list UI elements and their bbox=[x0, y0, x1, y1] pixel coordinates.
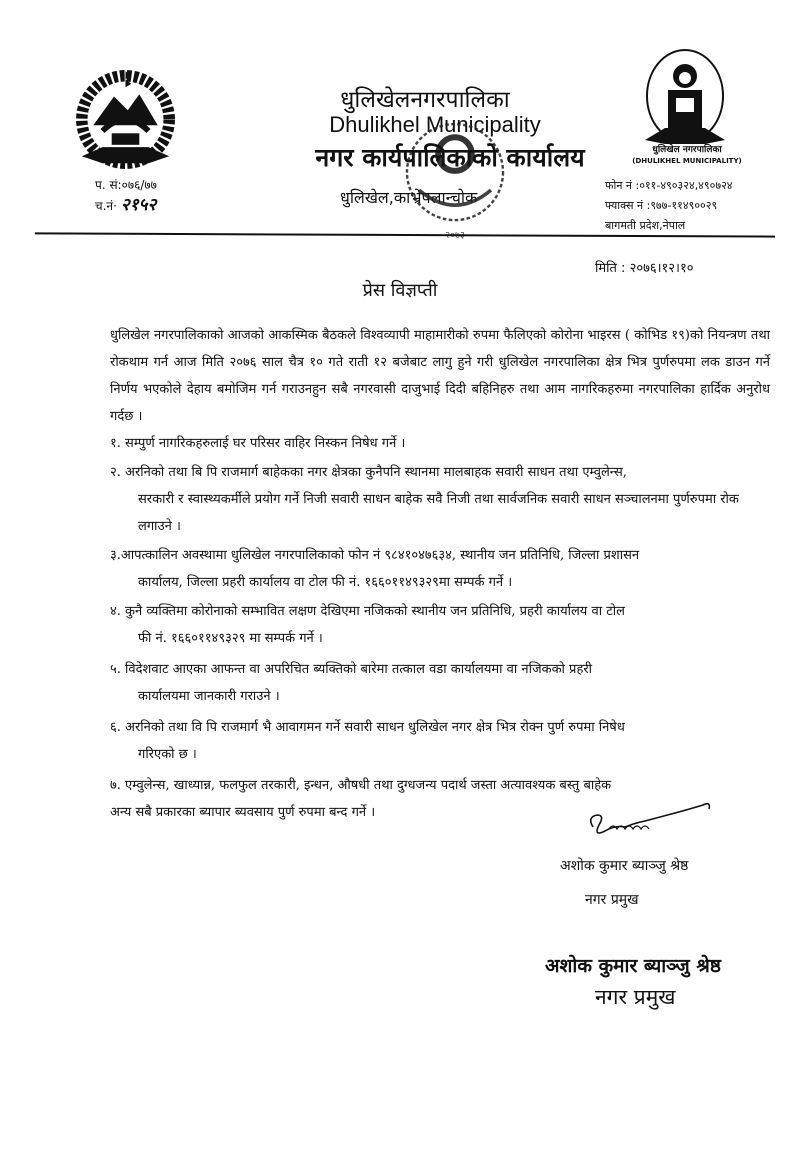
reference-number: प. सं:०७६/७७ bbox=[95, 178, 157, 192]
municipality-name-english: Dhulikhel Municipality bbox=[329, 112, 541, 137]
directive-item-3 bbox=[110, 542, 770, 596]
municipality-name-nepali: धुलिखेलनगरपालिका bbox=[340, 87, 510, 113]
right-logo-label bbox=[632, 145, 742, 167]
directive-item-6 bbox=[110, 714, 770, 768]
dispatch-label: च.नं· bbox=[95, 199, 117, 213]
municipality-deity-logo-icon bbox=[640, 48, 730, 153]
office-seal-stamp bbox=[395, 118, 515, 243]
name-stamp: अशोक कुमार ब्याञ्जु श्रेष्ठ bbox=[545, 955, 721, 977]
directive-6-text: ६. अरनिको तथा वि पि राजमार्ग भै आवागमन गर्ने सवारी साधन धुलिखेल नगर क्षेत्र भित्र रोक्न पुर्ण रुपमा निषेध bbox=[110, 720, 625, 735]
phone-number: फोन नं :०११-४९०३२४,४९०७२४ bbox=[605, 179, 733, 192]
signer-name: अशोक कुमार ब्याञ्जु श्रेष्ठ bbox=[560, 858, 689, 874]
office-title: नगर कार्यपालिकाको कार्यालय bbox=[315, 143, 585, 172]
directive-5-continuation: कार्यालयमा जानकारी गराउने । bbox=[138, 689, 280, 704]
directive-6-continuation: गरिएको छ । bbox=[138, 747, 197, 762]
directive-list bbox=[110, 430, 770, 826]
title-stamp: नगर प्रमुख bbox=[595, 985, 676, 1009]
dispatch-number: २१५२ bbox=[120, 195, 157, 215]
province-address: बागमती प्रदेश,नेपाल bbox=[605, 219, 686, 232]
handwritten-signature bbox=[585, 797, 715, 842]
directive-5-text: ५. विदेशवाट आएका आफन्त वा अपरिचित ब्यक्तिको बारेमा तत्काल वडा कार्यालयमा वा नजिकको प्रहरी bbox=[110, 662, 593, 677]
directive-3-text: ३.आपत्कालिन अवस्थामा धुलिखेल नगरपालिकाको फोन नं ९८४१०४७६३४, स्थानीय जन प्रतिनिधि, जिल्ला प्रशासन bbox=[110, 548, 640, 563]
directive-3-continuation: कार्यालय, जिल्ला प्रहरी कार्यालय वा टोल फी नं. १६६०११४९३२९मा सम्पर्क गर्ने । bbox=[138, 575, 513, 590]
directive-2-text: २. अरनिको तथा बि पि राजमार्ग बाहेकका नगर क्षेत्रका कुनैपनि स्थानमा मालबाहक सवारी साधन तथा एम्वुलेन्स, bbox=[110, 465, 627, 480]
office-address: धुलिखेल,काभ्रेपलान्चोक bbox=[340, 188, 478, 207]
document-heading: प्रेस विज्ञप्ती bbox=[362, 280, 438, 301]
directive-7-continuation: अन्य सबै प्रकारका ब्यापार ब्यवसाय पुर्ण रुपमा बन्द गर्ने । bbox=[110, 805, 376, 820]
fax-number: फ्याक्स नं :९७७-११४९००२९ bbox=[605, 199, 718, 212]
directive-1-text: १. सम्पुर्ण नागरिकहरुलाई घर परिसर वाहिर निस्कन निषेध गर्ने । bbox=[110, 436, 406, 451]
signer-title: नगर प्रमुख bbox=[585, 892, 639, 908]
right-logo-label-english: (DHULIKHEL MUNICIPALITY) bbox=[632, 157, 742, 165]
directive-2-continuation: सरकारी र स्वास्थ्यकर्मीले प्रयोग गर्ने निजी सवारी साधन बाहेक सवै निजी तथा सार्वजनिक सवारी साधन सञ्चालनमा पुर्णरुपमा रोक लगाउने । bbox=[138, 492, 739, 534]
directive-item-5 bbox=[110, 656, 770, 710]
directive-4-continuation: फी नं. १६६०११४९३२९ मा सम्पर्क गर्ने । bbox=[138, 631, 323, 646]
right-logo-label-nepali: धुलिखेल नगरपालिका bbox=[652, 145, 722, 155]
intro-paragraph: धुलिखेल नगरपालिकाको आजको आकस्मिक बैठकले विश्वव्यापी माहामारीको रुपमा फैलिएको कोरोना भाइरस ( कोभिड १९)को नियन्त्रण तथा रोकथाम गर्न आज मिति २०७६ साल चैत्र १० गते राती १२ बजेबाट लागु हुने गरी धुलिखेल नगरपालिका क्षेत्र भित्र पुर्णरुपमा लक डाउन गर्ने निर्णय भएकोले देहाय बमोजिम गर्न गराउनहुन सबै नगरवासी दाजुभाई दिदी बहिनिहरु तथा आम नागरिकहरुमा नगरपालिका हार्दिक अनुरोध गर्दछ । bbox=[110, 328, 770, 424]
directive-7-text: ७. एम्वुलेन्स, खाध्यान्न, फलफुल तरकारी, इन्धन, औषधी तथा दुग्धजन्य पदार्थ जस्ता अत्यावश्यक बस्तु बाहेक bbox=[110, 778, 612, 793]
directive-item-2 bbox=[110, 459, 770, 540]
document-date: मिति : २०७६।१२।१० bbox=[595, 261, 694, 276]
directive-item-1 bbox=[110, 430, 770, 457]
directive-item-4 bbox=[110, 598, 770, 652]
directive-4-text: ४. कुनै व्यक्तिमा कोरोनाको सम्भावित लक्षण देखिएमा नजिकको स्थानीय जन प्रतिनिधि, प्रहरी कार्यालय वा टोल bbox=[110, 604, 625, 619]
nepal-emblem-icon bbox=[68, 62, 183, 177]
dispatch-number-row bbox=[95, 192, 156, 215]
